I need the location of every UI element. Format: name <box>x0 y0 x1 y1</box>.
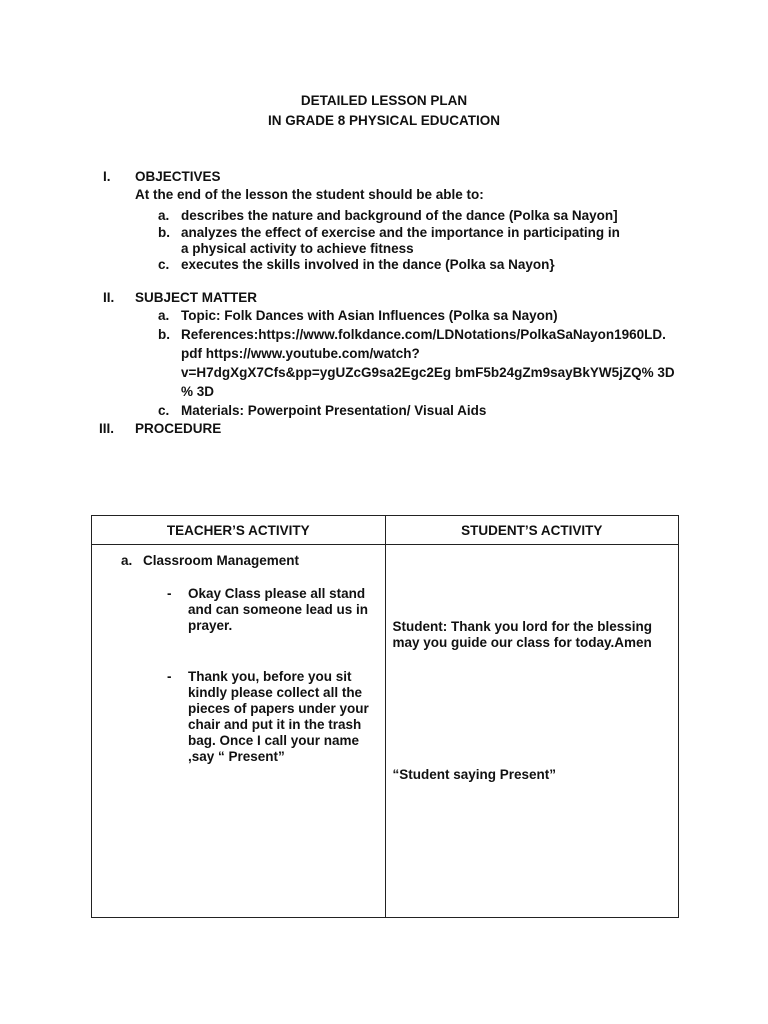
table-header-row <box>92 516 679 545</box>
teacher-line-2-2: kindly please collect all the <box>188 685 363 700</box>
objectives-heading: OBJECTIVES <box>135 169 221 184</box>
objective-b-line-1: analyzes the effect of exercise and the importance in participating in <box>181 225 620 240</box>
subject-marker-b: b. <box>158 327 170 342</box>
bullet-dash-2: - <box>167 669 172 684</box>
bullet-dash-1: - <box>167 586 172 601</box>
teacher-line-2-5: bag. Once I call your name <box>188 733 360 748</box>
subject-marker-a: a. <box>158 308 170 323</box>
objectives-intro: At the end of the lesson the student should be able to: <box>135 187 484 202</box>
teacher-activity-header: TEACHER’S ACTIVITY <box>92 516 386 545</box>
objective-marker-b: b. <box>158 225 170 240</box>
subject-references-line-3: v=H7dgXgX7Cfs&pp=ygUZcG9sa2Egc2Eg bmF5b24gZm9sayBkYW5jZQ% 3D <box>181 365 675 380</box>
table-row <box>92 545 679 918</box>
teacher-line-1-1: Okay Class please all stand <box>188 586 366 601</box>
objective-b-line-2: a physical activity to achieve fitness <box>181 241 414 256</box>
teacher-line-2-6: ,say “ Present” <box>188 749 285 764</box>
subject-marker-c: c. <box>158 403 170 418</box>
subject-materials: Materials: Powerpoint Presentation/ Visual Aids <box>181 403 487 418</box>
document-title: DETAILED LESSON PLAN <box>300 93 468 108</box>
teacher-line-2-4: chair and put it in the trash <box>188 717 362 732</box>
activity-table <box>91 515 679 918</box>
section-marker: a. <box>121 553 133 568</box>
document-subtitle: IN GRADE 8 PHYSICAL EDUCATION <box>267 113 501 128</box>
objective-marker-a: a. <box>158 208 170 223</box>
subject-matter-heading: SUBJECT MATTER <box>135 290 258 305</box>
subject-topic: Topic: Folk Dances with Asian Influences (Polka sa Nayon) <box>181 308 558 323</box>
subject-references-line-2: pdf https://www.youtube.com/watch? <box>181 346 420 361</box>
student-response-1-line-1: Student: Thank you lord for the blessing <box>392 619 653 634</box>
teacher-line-1-3: prayer. <box>188 618 233 633</box>
student-activity-cell <box>385 545 679 918</box>
student-response-2: “Student saying Present” <box>392 767 557 782</box>
objective-a-line-1: describes the nature and background of the dance (Polka sa Nayon] <box>181 208 618 223</box>
procedure-numeral: III. <box>99 421 115 436</box>
procedure-heading: PROCEDURE <box>135 421 222 436</box>
teacher-line-2-1: Thank you, before you sit <box>188 669 352 684</box>
section-label: Classroom Management <box>143 553 300 568</box>
teacher-activity-cell <box>92 545 386 918</box>
objective-c-line-1: executes the skills involved in the dance (Polka sa Nayon} <box>181 257 555 272</box>
objective-marker-c: c. <box>158 257 170 272</box>
subject-matter-numeral: II. <box>103 290 115 305</box>
student-activity-header: STUDENT’S ACTIVITY <box>385 516 679 545</box>
subject-references-line-4: % 3D <box>181 384 215 399</box>
teacher-line-2-3: pieces of papers under your <box>188 701 369 716</box>
teacher-line-1-2: and can someone lead us in <box>188 602 369 617</box>
objectives-numeral: I. <box>103 169 111 184</box>
subject-references-line-1: References:https://www.folkdance.com/LDNotations/PolkaSaNayon1960LD. <box>181 327 666 342</box>
student-response-1-line-2: may you guide our class for today.Amen <box>392 635 652 650</box>
